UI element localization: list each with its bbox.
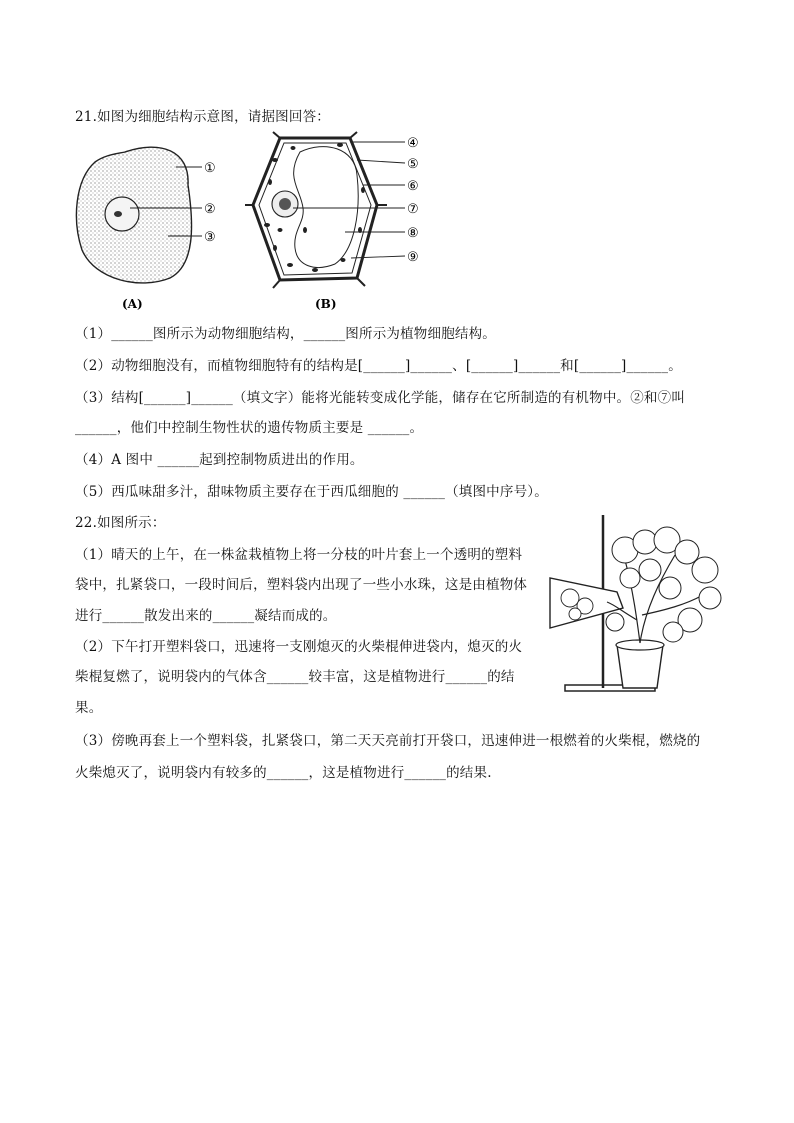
q22-line-6: 果。 [75,700,103,716]
nucleolus [114,211,122,217]
q22-line-2: 袋中，扎紧袋口，一段时间后，塑料袋内出现了一些小水珠，这是由植物体 [75,577,528,593]
flower-pot [617,645,663,688]
question-21-title: 21.如图为细胞结构示意图，请据图回答： [75,109,330,125]
label-b5: ⑤ [407,157,419,172]
label-b9: ⑨ [407,250,419,265]
label-b4: ④ [407,136,419,151]
q22-line-3: 进行______散发出来的______凝结而成的。 [75,608,337,624]
q21-line-2: （2）动物细胞没有，而植物细胞特有的结构是[______]______、[______]______和[______]______。 [75,358,682,374]
q21-line-1: （1）______图所示为动物细胞结构，______图所示为植物细胞结构。 [75,326,496,342]
plant-leaves [606,527,721,642]
animal-cell-figure [70,130,240,310]
question-22-title: 22.如图所示： [75,515,166,531]
label-b6: ⑥ [407,179,419,194]
q21-line-6: （5）西瓜味甜多汁，甜味物质主要存在于西瓜细胞的 ______（填图中序号）。 [75,484,548,500]
label-a1: ① [204,161,216,176]
label-b8: ⑧ [407,226,419,241]
q21-line-3: （3）结构[______]______（填文字）能将光能转变成化学能，储存在它所制造的有机物中。②和⑦叫 [75,390,686,406]
label-a2: ② [204,202,216,217]
label-b7: ⑦ [407,202,419,217]
q22-line-1: （1）晴天的上午，在一株盆栽植物上将一分枝的叶片套上一个透明的塑料 [75,547,523,563]
q22-line-7: （3）傍晚再套上一个塑料袋，扎紧袋口，第二天天亮前打开袋口，迅速伸进一根燃着的火柴棍，燃烧的 [75,733,701,749]
q21-line-4: ______，他们中控制生物性状的遗传物质主要是 ______。 [75,420,424,436]
caption-b: (B) [315,297,337,310]
caption-a: (A) [122,297,143,310]
q21-line-5: （4）A 图中 ______起到控制物质进出的作用。 [75,452,364,468]
q22-line-5: 柴棍复燃了，说明袋内的气体含______较丰富，这是植物进行______的结 [75,669,515,685]
label-a3: ③ [204,230,216,245]
q22-line-8: 火柴熄灭了，说明袋内有较多的______，这是植物进行______的结果. [75,765,492,781]
vacuole [294,147,359,268]
q22-line-4: （2）下午打开塑料袋口，迅速将一支刚熄灭的火柴棍伸进袋内，熄灭的火 [75,639,523,655]
plant-cell-figure [245,130,445,310]
plant-bag-figure [545,510,725,695]
